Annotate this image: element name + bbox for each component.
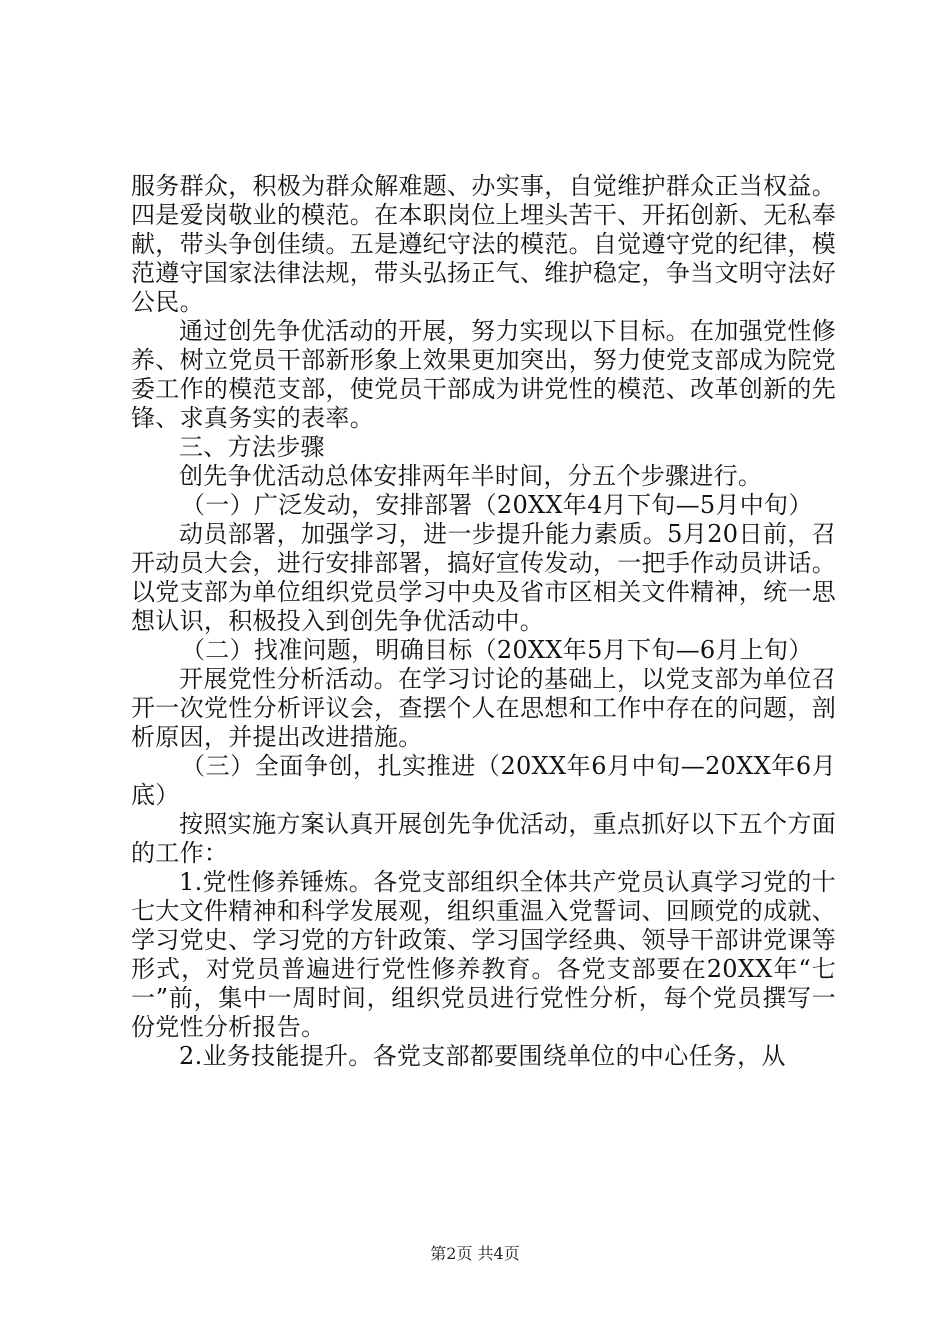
paragraph-continuation: 服务群众，积极为群众解难题、办实事，自觉维护群众正当权益。四是爱岗敬业的模范。在本职岗位上埋头苦干、开拓创新、无私奉献，带头争创佳绩。五是遵纪守法的模范。自觉遵守党的纪律，模范遵守国家法律法规，带头弘扬正气、维护稳定，争当文明守法好公民。 (131, 172, 836, 316)
subheading-step-3: （三）全面争创，扎实推进（20XX年6月中旬—20XX年6月底） (131, 752, 836, 809)
paragraph-goals: 通过创先争优活动的开展，努力实现以下目标。在加强党性修养、树立党员干部新形象上效果更加突出，努力使党支部成为院党委工作的模范支部，使党员干部成为讲党性的模范、改革创新的先锋、求真务实的表率。 (131, 317, 836, 432)
paragraph-schedule-overview: 创先争优活动总体安排两年半时间，分五个步骤进行。 (179, 462, 763, 490)
section-heading-methods: 三、方法步骤 (179, 433, 325, 461)
subheading-step-1: （一）广泛发动，安排部署（20XX年4月下旬—5月中旬） (181, 491, 813, 519)
subheading-step-2: （二）找准问题，明确目标（20XX年5月下旬—6月上旬） (181, 636, 813, 664)
list-item-party-spirit: 1.党性修养锤炼。各党支部组织全体共产党员认真学习党的十七大文件精神和科学发展观，组织重温入党誓词、回顾党的成就、学习党史、学习党的方针政策、学习国学经典、领导干部讲党课等形式，对党员普遍进行党性修养教育。各党支部要在20XX年“七一”前，集中一周时间，组织党员进行党性分析，每个党员撰写一份党性分析报告。 (131, 868, 836, 1041)
list-item-business-skills: 2.业务技能提升。各党支部都要围绕单位的中心任务，从 (179, 1042, 786, 1070)
document-body (131, 172, 836, 1071)
page-number-footer: 第2页 共4页 (430, 1244, 520, 1263)
paragraph-step-1: 动员部署，加强学习，进一步提升能力素质。5月20日前，召开动员大会，进行安排部署，搞好宣传发动，一把手作动员讲话。以党支部为单位组织党员学习中央及省市区相关文件精神，统一思想认识，积极投入到创先争优活动中。 (131, 520, 836, 635)
paragraph-step-2: 开展党性分析活动。在学习讨论的基础上，以党支部为单位召开一次党性分析评议会，查摆个人在思想和工作中存在的问题，剖析原因，并提出改进措施。 (131, 665, 836, 751)
paragraph-step-3: 按照实施方案认真开展创先争优活动，重点抓好以下五个方面的工作： (131, 810, 836, 867)
